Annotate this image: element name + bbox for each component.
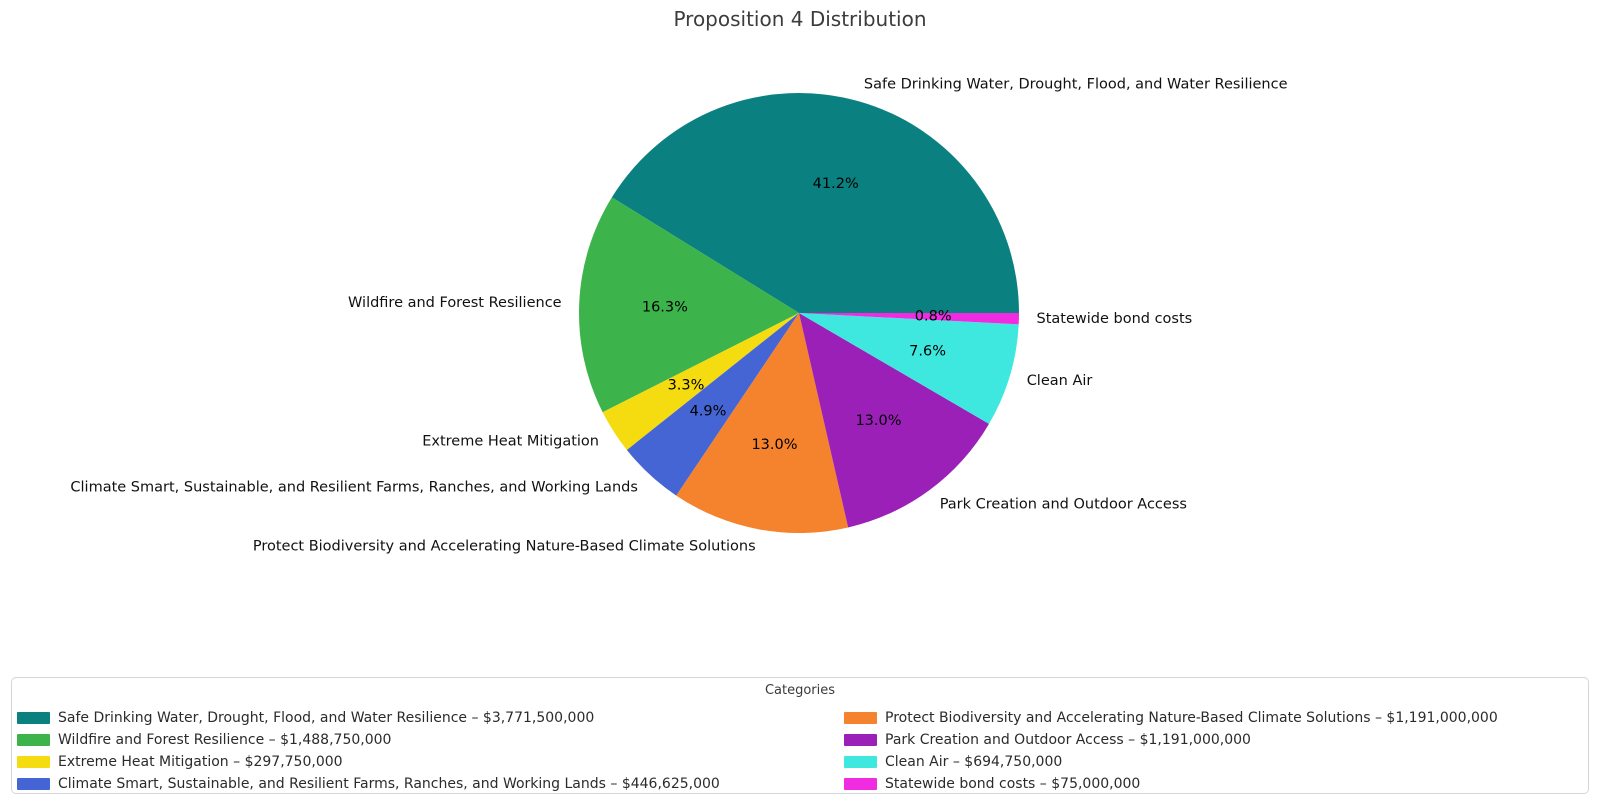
legend [11, 677, 1589, 794]
legend-item [17, 733, 391, 747]
legend-item [17, 755, 343, 769]
legend-item-label: Wildfire and Forest Resilience – $1,488,750,000 [58, 732, 392, 748]
slice-percent-label: 0.8% [914, 308, 952, 325]
slice-percent-label: 4.9% [689, 403, 727, 420]
slice-percent-label: 3.3% [667, 377, 705, 394]
slice-percent-label: 41.2% [812, 175, 859, 192]
legend-swatch [844, 712, 877, 724]
legend-swatch [844, 756, 877, 768]
slice-category-label: Wildfire and Forest Resilience [348, 294, 562, 311]
legend-title: Categories [764, 683, 836, 698]
legend-item-label: Protect Biodiversity and Accelerating Nature-Based Climate Solutions – $1,191,000,000 [885, 710, 1498, 726]
legend-item-label: Climate Smart, Sustainable, and Resilient Farms, Ranches, and Working Lands – $446,625,000 [58, 776, 720, 792]
slice-category-label: Safe Drinking Water, Drought, Flood, and Water Resilience [863, 76, 1288, 93]
legend-swatch [844, 778, 877, 790]
legend-item-label: Statewide bond costs – $75,000,000 [885, 776, 1141, 792]
slice-category-label: Clean Air [1026, 372, 1093, 389]
legend-swatch [17, 712, 50, 724]
legend-swatch [844, 734, 877, 746]
legend-item [844, 755, 1062, 769]
legend-item-label: Safe Drinking Water, Drought, Flood, and Water Resilience – $3,771,500,000 [58, 710, 595, 726]
slice-percent-label: 16.3% [641, 299, 688, 316]
legend-item-label: Extreme Heat Mitigation – $297,750,000 [58, 754, 343, 770]
slice-percent-label: 13.0% [855, 413, 902, 430]
legend-swatch [17, 734, 50, 746]
slice-category-label: Extreme Heat Mitigation [422, 433, 599, 450]
legend-swatch [17, 778, 50, 790]
legend-item-label: Clean Air – $694,750,000 [885, 754, 1063, 770]
slice-category-label: Statewide bond costs [1036, 311, 1193, 328]
legend-item [17, 777, 720, 791]
legend-item [844, 733, 1251, 747]
slice-category-label: Climate Smart, Sustainable, and Resilient Farms, Ranches, and Working Lands [70, 479, 638, 496]
slice-percent-label: 7.6% [909, 343, 947, 360]
slice-category-label: Protect Biodiversity and Accelerating Nature-Based Climate Solutions [252, 538, 756, 555]
legend-swatch [17, 756, 50, 768]
legend-item [844, 777, 1140, 791]
chart-title: Proposition 4 Distribution [673, 7, 927, 31]
legend-item [17, 711, 594, 725]
slice-category-label: Park Creation and Outdoor Access [939, 496, 1187, 513]
slice-percent-label: 13.0% [751, 437, 798, 453]
legend-item [844, 711, 1498, 725]
legend-item-label: Park Creation and Outdoor Access – $1,191,000,000 [885, 732, 1251, 748]
